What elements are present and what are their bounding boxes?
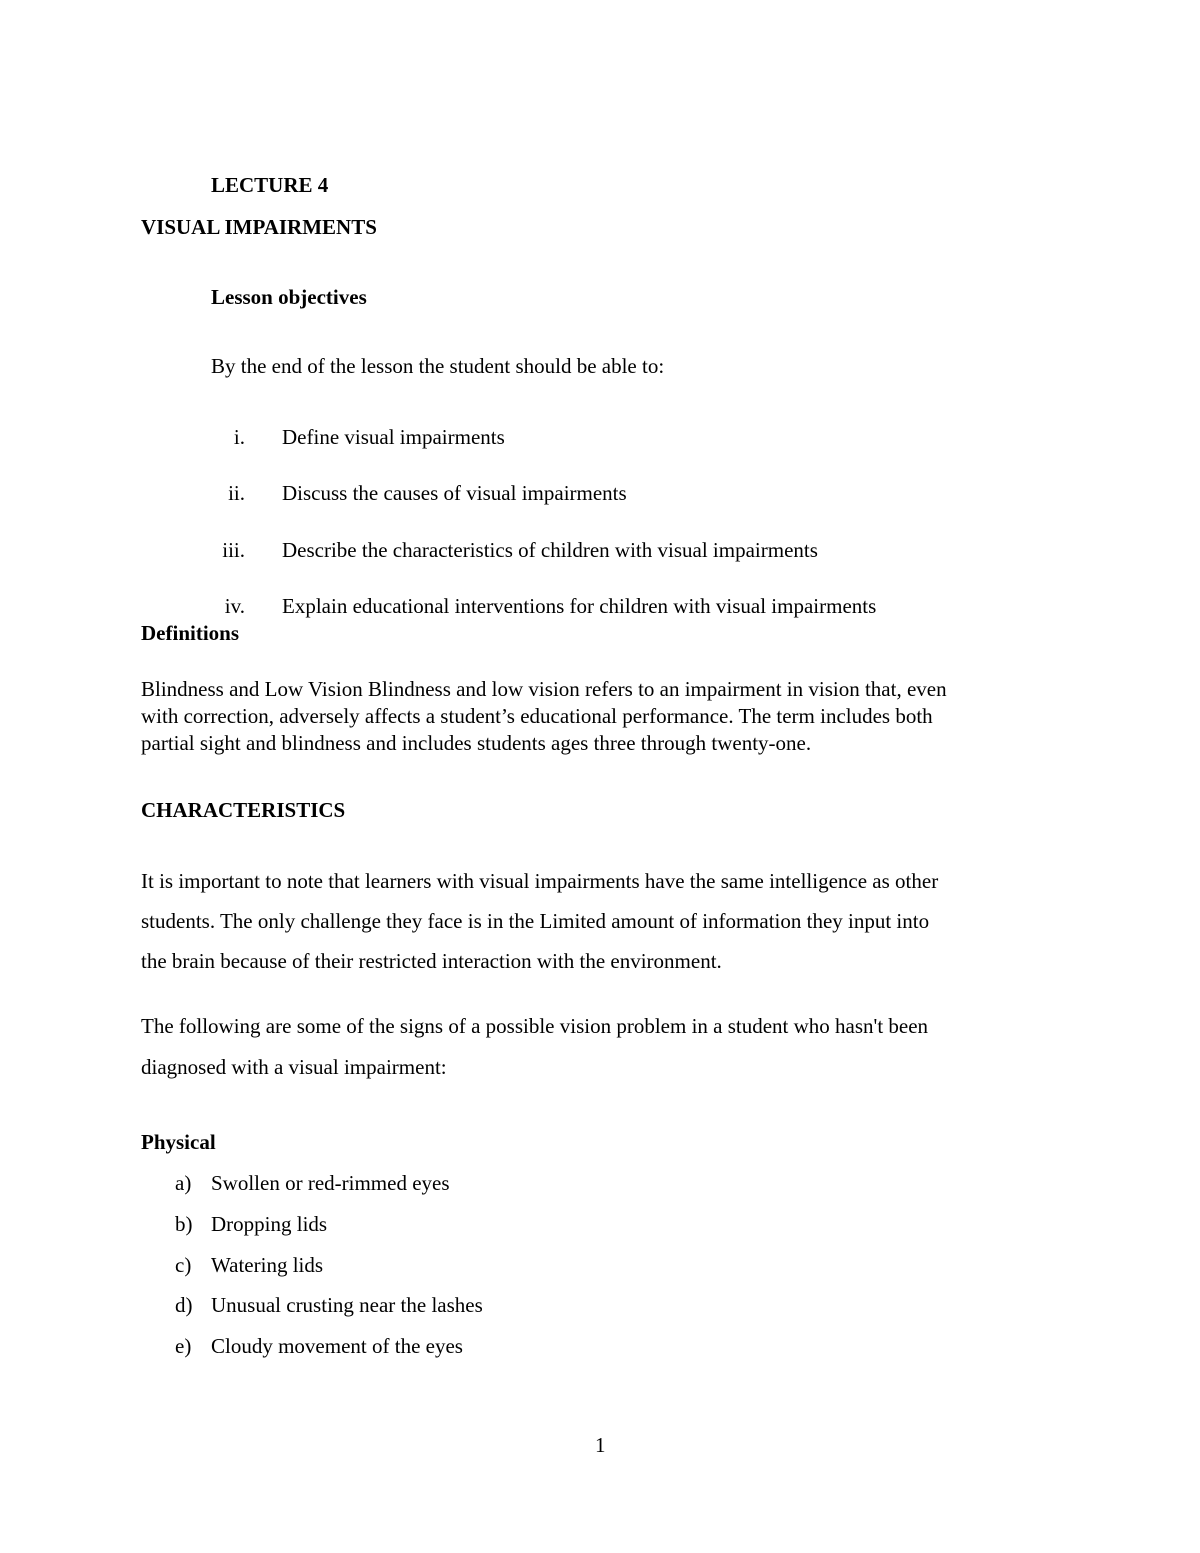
objective-marker: iii. (222, 538, 245, 562)
physical-marker: b) (175, 1212, 193, 1236)
objectives-heading: Lesson objectives (211, 285, 367, 309)
physical-text: Swollen or red-rimmed eyes (211, 1171, 450, 1195)
page-number: 1 (595, 1433, 606, 1457)
paragraph-line: with correction, adversely affects a student’s educational performance. The term includes both (141, 704, 933, 728)
physical-text: Watering lids (211, 1253, 324, 1277)
paragraph-line: students. The only challenge they face is in the Limited amount of information they input into (141, 909, 930, 933)
page-title: VISUAL IMPAIRMENTS (141, 215, 377, 239)
physical-marker: e) (175, 1334, 192, 1358)
objective-marker: i. (233, 425, 245, 449)
physical-heading: Physical (141, 1130, 216, 1154)
paragraph-line: Blindness and Low Vision Blindness and low vision refers to an impairment in vision that, even (141, 677, 947, 701)
characteristics-heading: CHARACTERISTICS (141, 798, 346, 822)
physical-marker: a) (175, 1171, 192, 1195)
paragraph-line: the brain because of their restricted interaction with the environment. (141, 949, 722, 973)
objective-marker: ii. (228, 481, 245, 505)
definitions-heading: Definitions (141, 621, 240, 645)
physical-marker: d) (175, 1293, 193, 1317)
objective-text: Explain educational interventions for children with visual impairments (282, 594, 877, 618)
objective-text: Define visual impairments (282, 425, 505, 449)
physical-text: Dropping lids (211, 1212, 328, 1236)
paragraph-line: The following are some of the signs of a possible vision problem in a student who hasn't been (141, 1014, 929, 1038)
objective-text: Describe the characteristics of children with visual impairments (282, 538, 818, 562)
objective-marker: iv. (224, 594, 245, 618)
physical-text: Unusual crusting near the lashes (211, 1293, 483, 1317)
lecture-label: LECTURE 4 (211, 173, 329, 197)
physical-marker: c) (175, 1253, 192, 1277)
objectives-intro: By the end of the lesson the student should be able to: (211, 354, 665, 378)
physical-text: Cloudy movement of the eyes (211, 1334, 463, 1358)
objective-text: Discuss the causes of visual impairments (282, 481, 627, 505)
paragraph-line: diagnosed with a visual impairment: (141, 1055, 447, 1079)
paragraph-line: partial sight and blindness and includes students ages three through twenty-one. (141, 731, 812, 755)
paragraph-line: It is important to note that learners with visual impairments have the same intelligence as other (141, 869, 939, 893)
